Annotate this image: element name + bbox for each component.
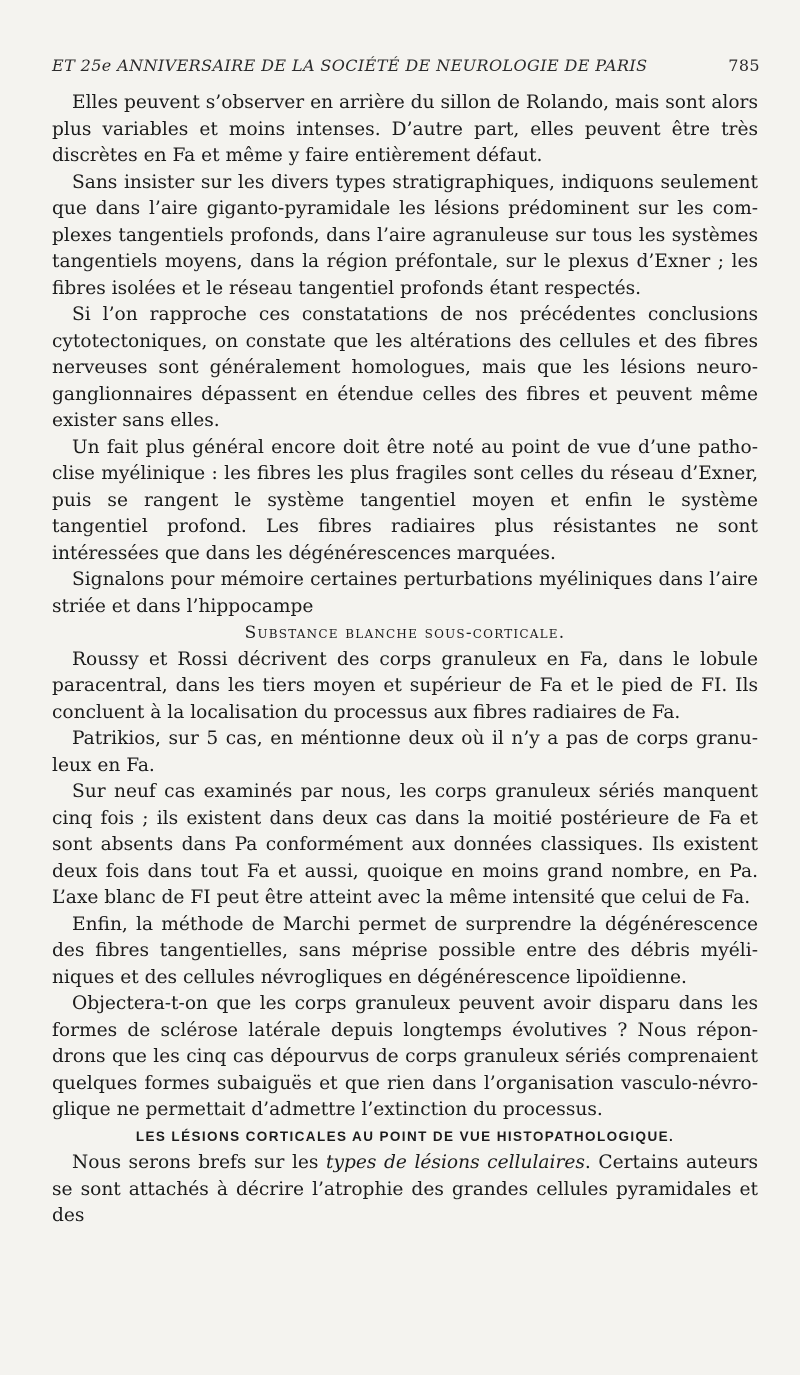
running-head-title: ET 25e ANNIVERSAIRE DE LA SOCIÉTÉ DE NEUROLOGIE DE PARIS xyxy=(52,56,648,75)
paragraph: Enfin, la méthode de Marchi permet de surprendre la dégénérescence des fibres tangentielles, sans méprise possible entre des débris myéliniques et des cellules névrogliques en dégénérescence lipoïdienne. xyxy=(52,913,758,988)
section-heading-substance-blanche: Substance blanche sous-corticale. xyxy=(244,623,566,643)
body-text xyxy=(52,90,758,1230)
paragraph: Un fait plus général encore doit être noté au point de vue d’une pathoclise myélinique : les fibres les plus fragiles sont celles du réseau d’Exner, puis se rangent le système tangentiel moyen et enfin le système tangentiel profond. Les fibres radiaires plus résistantes ne sont intéressées que dans les dégénérescences marquées. xyxy=(52,436,758,564)
paragraph: Signalons pour mémoire certaines perturbations myéliniques dans l’aire striée et dans l’hippocampe xyxy=(52,569,758,617)
paragraph: Sans insister sur les divers types stratigraphiques, indiquons seulement que dans l’aire giganto-pyramidale les lésions prédominent sur les complexes tangentiels profonds, dans l’aire agranuleuse sur tous les systèmes tangentiels moyens, dans la région préfontale, sur le plexus d’Exner ; les fibres isolées et le réseau tangentiel profonds étant respectés. xyxy=(52,171,758,299)
paragraph: Si l’on rapproche ces constatations de nos précédentes conclusions cytotectoniques, on constate que les altérations des cellules et des fibres nerveuses sont généralement homologues, mais que les lésions neuroganglionnaires dépassent en étendue celles des fibres et peuvent même exister sans elles. xyxy=(52,304,758,431)
running-head xyxy=(52,56,760,75)
paragraph-last xyxy=(52,1150,758,1230)
text-run: Nous serons brefs sur les xyxy=(72,1152,327,1173)
text-run: . Certains auteurs se sont attachés à décrire l’atrophie des grandes cellules pyramidales et des xyxy=(52,1152,758,1226)
paragraph: Roussy et Rossi décrivent des corps granuleux en Fa, dans le lobule paracentral, dans les tiers moyen et supérieur de Fa et le pied de FI. Ils concluent à la localisation du processus aux fibres radiaires de Fa. xyxy=(52,648,758,723)
page-number: 785 xyxy=(728,56,760,75)
paragraph: Objectera-t-on que les corps granuleux peuvent avoir disparu dans les formes de sclérose latérale depuis longtemps évolutives ? Nous répondrons que les cinq cas dépourvus de corps granuleux sériés comprenaient quelques formes subaiguës et que rien dans l’organisation vasculo-névroglique ne permettait d’admettre l’extinction du processus. xyxy=(52,993,758,1120)
italic-text-run: types de lésions cellulaires xyxy=(326,1152,585,1173)
paragraph: Elles peuvent s’observer en arrière du sillon de Rolando, mais sont alors plus variables et moins intenses. D’autre part, elles peuvent être très discrètes en Fa et même y faire entièrement défaut. xyxy=(52,92,758,166)
section-heading-lesions-corticales: LES LÉSIONS CORTICALES AU POINT DE VUE HISTOPATHOLOGIQUE. xyxy=(135,1128,675,1144)
paragraph: Sur neuf cas examinés par nous, les corps granuleux sériés manquent cinq fois ; ils existent dans deux cas dans la moitié postérieure de Fa et sont absents dans Pa conformément aux données classiques. Ils existent deux fois dans tout Fa et aussi, quoique en moins grand nombre, en Pa. L’axe blanc de FI peut être atteint avec la même intensité que celui de Fa. xyxy=(52,781,758,908)
paragraph: Patrikios, sur 5 cas, en méntionne deux où il n’y a pas de corps granuleux en Fa. xyxy=(52,728,758,776)
